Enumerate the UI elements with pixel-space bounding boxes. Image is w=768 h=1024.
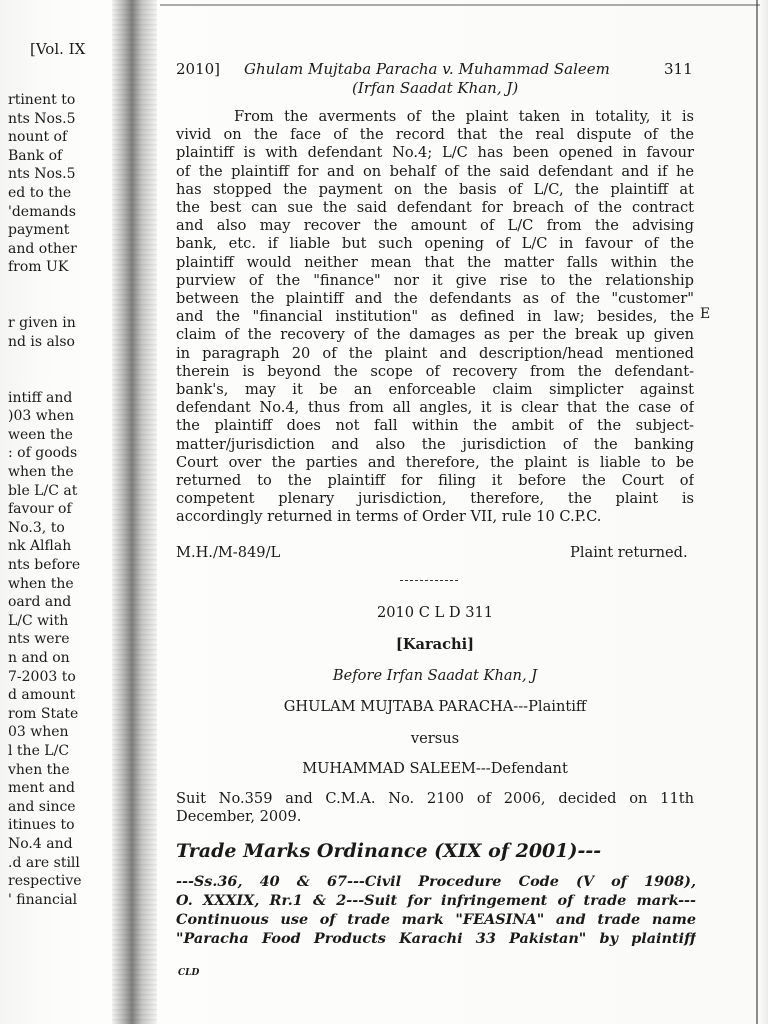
left-page-line: ' financial [8, 891, 78, 908]
paragraph-line: therein is beyond the scope of recovery from the defendant- [176, 362, 694, 380]
margin-letter: E [700, 306, 711, 322]
case-citation: 2010 C L D 311 [376, 604, 494, 621]
paragraph-line: Court over the parties and therefore, the plaint is liable to be [176, 453, 694, 471]
paragraph-line: bank, etc. if liable but such opening of L/C in favour of the [176, 235, 694, 253]
footer-mark: CLD [178, 968, 200, 978]
left-page-line: nts Nos.5 [8, 166, 76, 183]
paragraph-line: vivid on the face of the record that the real dispute of the [176, 126, 694, 144]
left-page-line: rom State [8, 705, 79, 722]
left-page-line: nk Alflah [8, 538, 72, 555]
case-plaintiff: GHULAM MUJTABA PARACHA---Plaintiff [283, 698, 587, 715]
paragraph-line: of the plaintiff for and on behalf of the said defendant and if he [176, 162, 694, 180]
left-page-line: ment and [8, 780, 75, 797]
left-page-line: L/C with [8, 612, 69, 629]
header-case-title: Ghulam Mujtaba Paracha v. Muhammad Saleem [244, 60, 610, 78]
left-page-line: intiff and [8, 389, 73, 406]
paragraph-line: plaintiff would neither mean that the matter falls within the [176, 253, 694, 271]
paragraph-line: and also may recover the amount of L/C from the advising [176, 217, 694, 235]
paragraph-line: plaintiff is with defendant No.4; L/C has been opened in favour [176, 144, 694, 162]
left-page-line: vhen the [8, 761, 70, 778]
left-page-line: l the L/C [8, 743, 70, 759]
left-page-volume: [Vol. IX [30, 40, 86, 58]
paragraph-line: competent plenary jurisdiction, therefore, the plaint is [176, 490, 694, 508]
disposition: Plaint returned. [570, 544, 688, 561]
case-bench: Before Irfan Saadat Khan, J [332, 667, 538, 684]
paragraph-line: the plaintiff does not fall within the ambit of the subject- [176, 417, 694, 435]
left-page-line: No.3, to [8, 519, 65, 536]
left-page-line: r given in [8, 315, 76, 332]
left-page-line: respective [8, 873, 82, 890]
header-year: 2010] [176, 60, 221, 78]
left-page-line: ed to the [8, 185, 72, 201]
headnote-line: Continuous use of trade mark "FEASINA" and trade name [176, 911, 696, 928]
left-page-line: from UK [8, 259, 69, 276]
headnote-line: "Paracha Food Products Karachi 33 Pakistan" by plaintiff [176, 930, 696, 947]
left-page-line: .d are still [8, 854, 80, 871]
left-page-line: : of goods [8, 445, 78, 462]
left-page-line: ween the [8, 426, 73, 443]
left-page-line: )03 when [8, 408, 75, 425]
paragraph-line: accordingly returned in terms of Order VII, rule 10 C.P.C. [176, 508, 602, 526]
case-court: [Karachi] [395, 636, 475, 653]
suit-line: Suit No.359 and C.M.A. No. 2100 of 2006, decided on 11th [176, 790, 694, 807]
left-page-line: nts Nos.5 [8, 110, 76, 127]
book-binding-gutter [112, 0, 157, 1024]
left-page-line: nts before [8, 557, 81, 573]
left-page-line: when the [8, 464, 74, 480]
paragraph-line: and the "financial institution" as defined in law; besides, the [176, 308, 694, 326]
left-page-fragment [0, 0, 110, 1024]
paragraph-line: purview of the "finance" nor it give rise to the relationship [176, 271, 694, 289]
left-page-line: payment [8, 222, 70, 239]
scan-frame-top [160, 4, 760, 6]
paragraph-line: matter/jurisdiction and also the jurisdiction of the banking [176, 435, 694, 453]
paragraph-line: claim of the recovery of the damages as per the break up given [176, 326, 694, 344]
header-page-number: 311 [664, 60, 693, 78]
left-page-line: d amount [8, 687, 76, 704]
left-page-line: favour of [8, 501, 72, 518]
paragraph-line: defendant No.4, thus from all angles, it is clear that the case of [176, 399, 694, 417]
paragraph-line: has stopped the payment on the basis of L/C, the plaintiff at [176, 180, 694, 198]
left-page-line: when the [8, 575, 74, 592]
case-versus: versus [410, 730, 460, 747]
left-page-line: nount of [8, 129, 68, 146]
left-page-line: No.4 and [8, 836, 73, 852]
header-judge: (Irfan Saadat Khan, J) [352, 79, 519, 97]
left-page-line: 'demands [8, 203, 76, 220]
section-separator [400, 580, 458, 581]
left-page-line: oard and [8, 594, 72, 611]
left-page-line: nd is also [8, 333, 75, 350]
paragraph-line: bank's, may it be an enforceable claim simplicter against [176, 381, 694, 398]
left-page-line: and since [8, 798, 76, 815]
suit-line: December, 2009. [176, 808, 302, 825]
left-page-line: 03 when [8, 724, 69, 741]
headnote-line: O. XXXIX, Rr.1 & 2---Suit for infringement of trade mark--- [176, 892, 696, 909]
left-page-line: n and on [8, 650, 70, 666]
paragraph-line: in paragraph 20 of the plaint and description/head mentioned [176, 344, 694, 362]
scan-frame-right [756, 0, 758, 1024]
left-page-line: rtinent to [8, 92, 76, 108]
left-page-line: and other [8, 240, 77, 257]
case-defendant: MUHAMMAD SALEEM---Defendant [302, 760, 568, 777]
headnote-line: ---Ss.36, 40 & 67---Civil Procedure Code (V of 1908), [176, 873, 696, 890]
paragraph-line: returned to the plaintiff for filing it before the Court of [176, 472, 694, 489]
statute-heading: Trade Marks Ordinance (XIX of 2001)--- [176, 840, 602, 862]
paragraph-line: between the plaintiff and the defendants as of the "customer" [176, 290, 694, 307]
left-page-line: 7-2003 to [8, 668, 76, 685]
paragraph-line: the best can sue the said defendant for breach of the contract [176, 199, 694, 216]
left-page-line: nts were [8, 631, 70, 648]
paragraph-line: From the averments of the plaint taken in totality, it is [234, 108, 694, 125]
left-page-line: itinues to [8, 817, 75, 834]
left-page-line: ble L/C at [8, 482, 78, 499]
citation-code: M.H./M-849/L [176, 544, 281, 561]
left-page-line: Bank of [8, 147, 63, 164]
